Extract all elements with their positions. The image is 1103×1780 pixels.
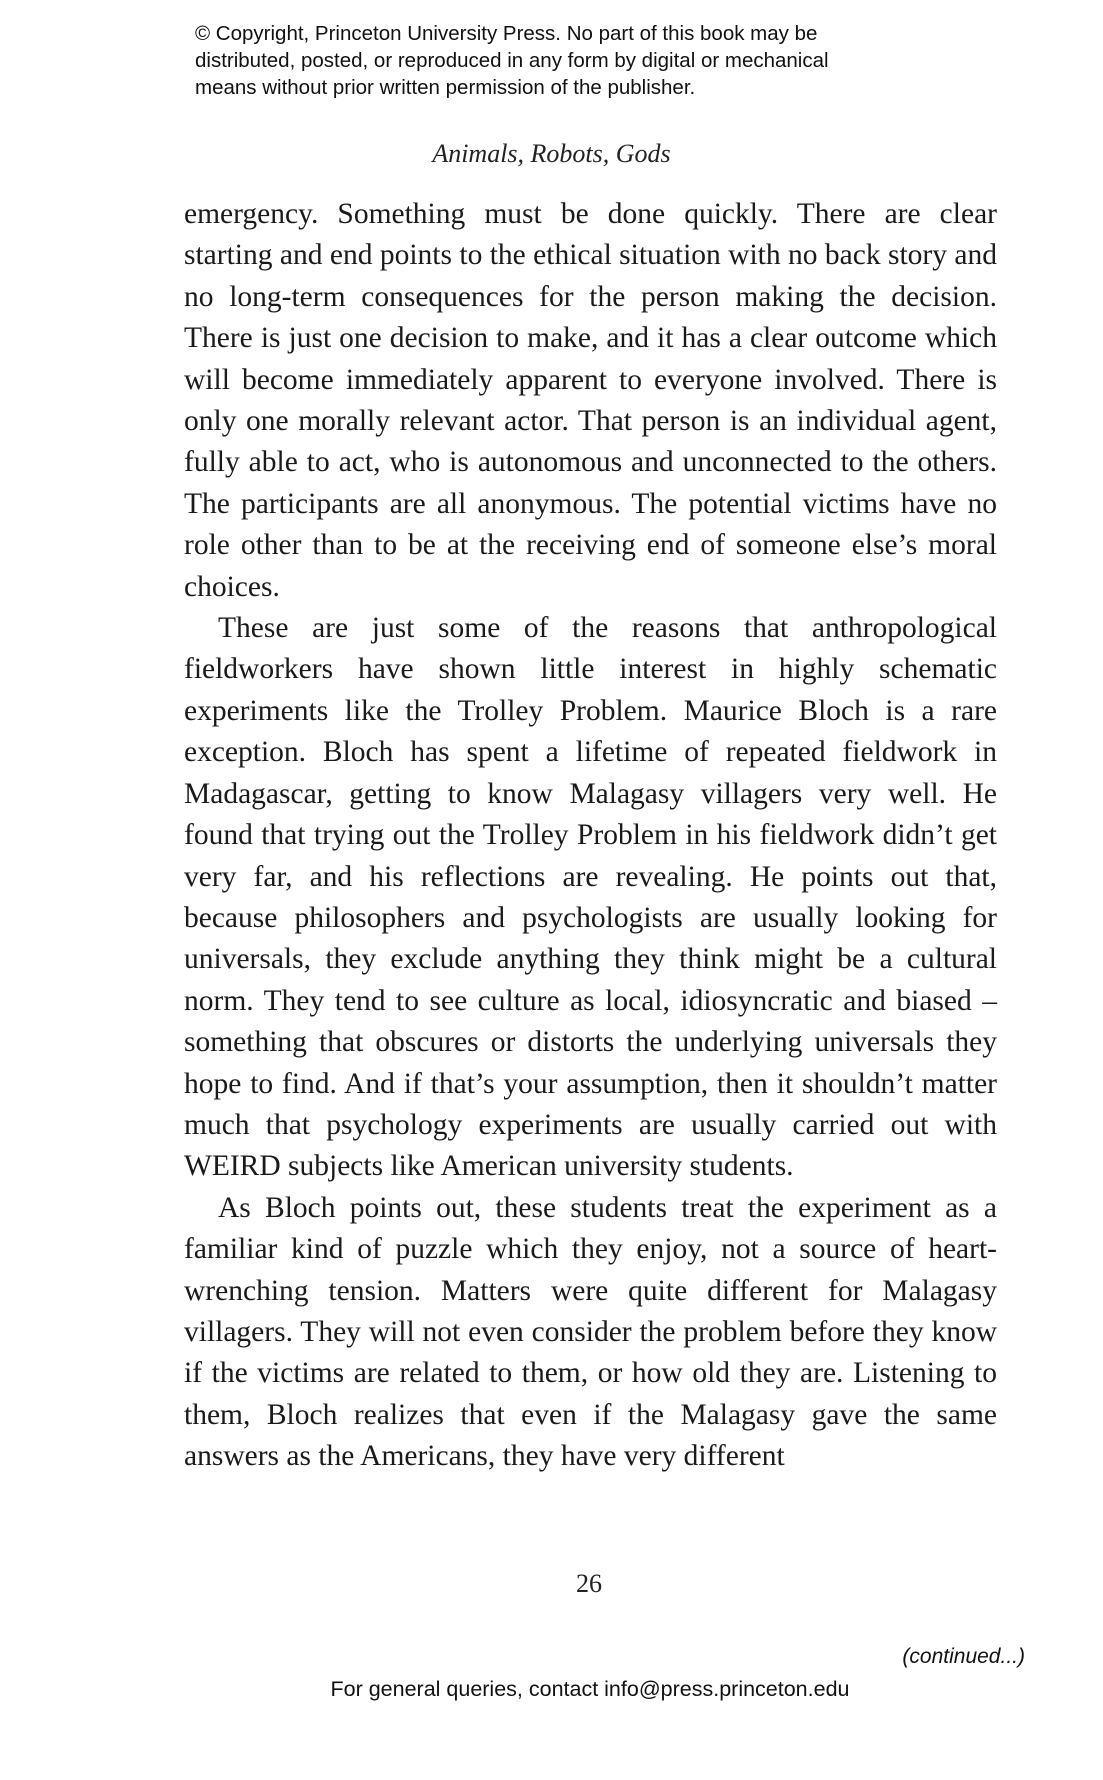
continued-label: (continued...) [902,1645,1025,1668]
page-number: 26 [576,1569,602,1598]
copyright-notice [195,20,955,101]
paragraph-2: These are just some of the reasons that anthropological fieldworkers have shown little interest in highly schematic experiments like the Trolley Problem. Maurice Bloch is a rare exception. Bloch has spent a lifetime of repeated fieldwork in Madagascar, getting to know Malagasy villagers very well. He found that trying out the Trolley Problem in his fieldwork didn’t get very far, and his reflections are revealing. He points out that, because philosophers and psychologists are usually looking for universals, they exclude anything they think might be a cultural norm. They tend to see culture as local, idiosyncratic and biased – something that obscures or distorts the underlying universals they hope to find. And if that’s your assumption, then it shouldn’t matter much that psychology experiments are usually carried out with WEIRD subjects like American university students. [184,612,997,1183]
copyright-line-3: means without prior written permission of the publisher. [195,76,696,99]
paragraph-3: As Bloch points out, these students treat the experiment as a familiar kind of puzzle which they enjoy, not a source of heartwrenching tension. Matters were quite different for Malagasy villagers. They will not even consider the problem before they know if the victims are related to them, or how old they are. Listening to them, Bloch realizes that even if the Malagasy gave the same answers as the Americans, they have very different [184,1191,997,1473]
running-head: Animals, Robots, Gods [432,139,671,168]
paragraph-1: emergency. Something must be done quickly. There are clear starting and end points to the ethical situation with no back story and no long-term consequences for the person making the decision. There is just one decision to make, and it has a clear outcome which will become immediately apparent to everyone involved. There is only one morally relevant actor. That person is an individual agent, fully able to act, who is autonomous and unconnected to the others. The participants are all anonymous. The potential victims have no role other than to be at the receiving end of someone else’s moral choices. [184,198,997,603]
body-text [184,194,997,1478]
footer-query: For general queries, contact info@press.princeton.edu [330,1677,850,1701]
copyright-line-2: distributed, posted, or reproduced in any form by digital or mechanical [195,49,829,72]
copyright-line-1: © Copyright, Princeton University Press. No part of this book may be [195,22,818,45]
